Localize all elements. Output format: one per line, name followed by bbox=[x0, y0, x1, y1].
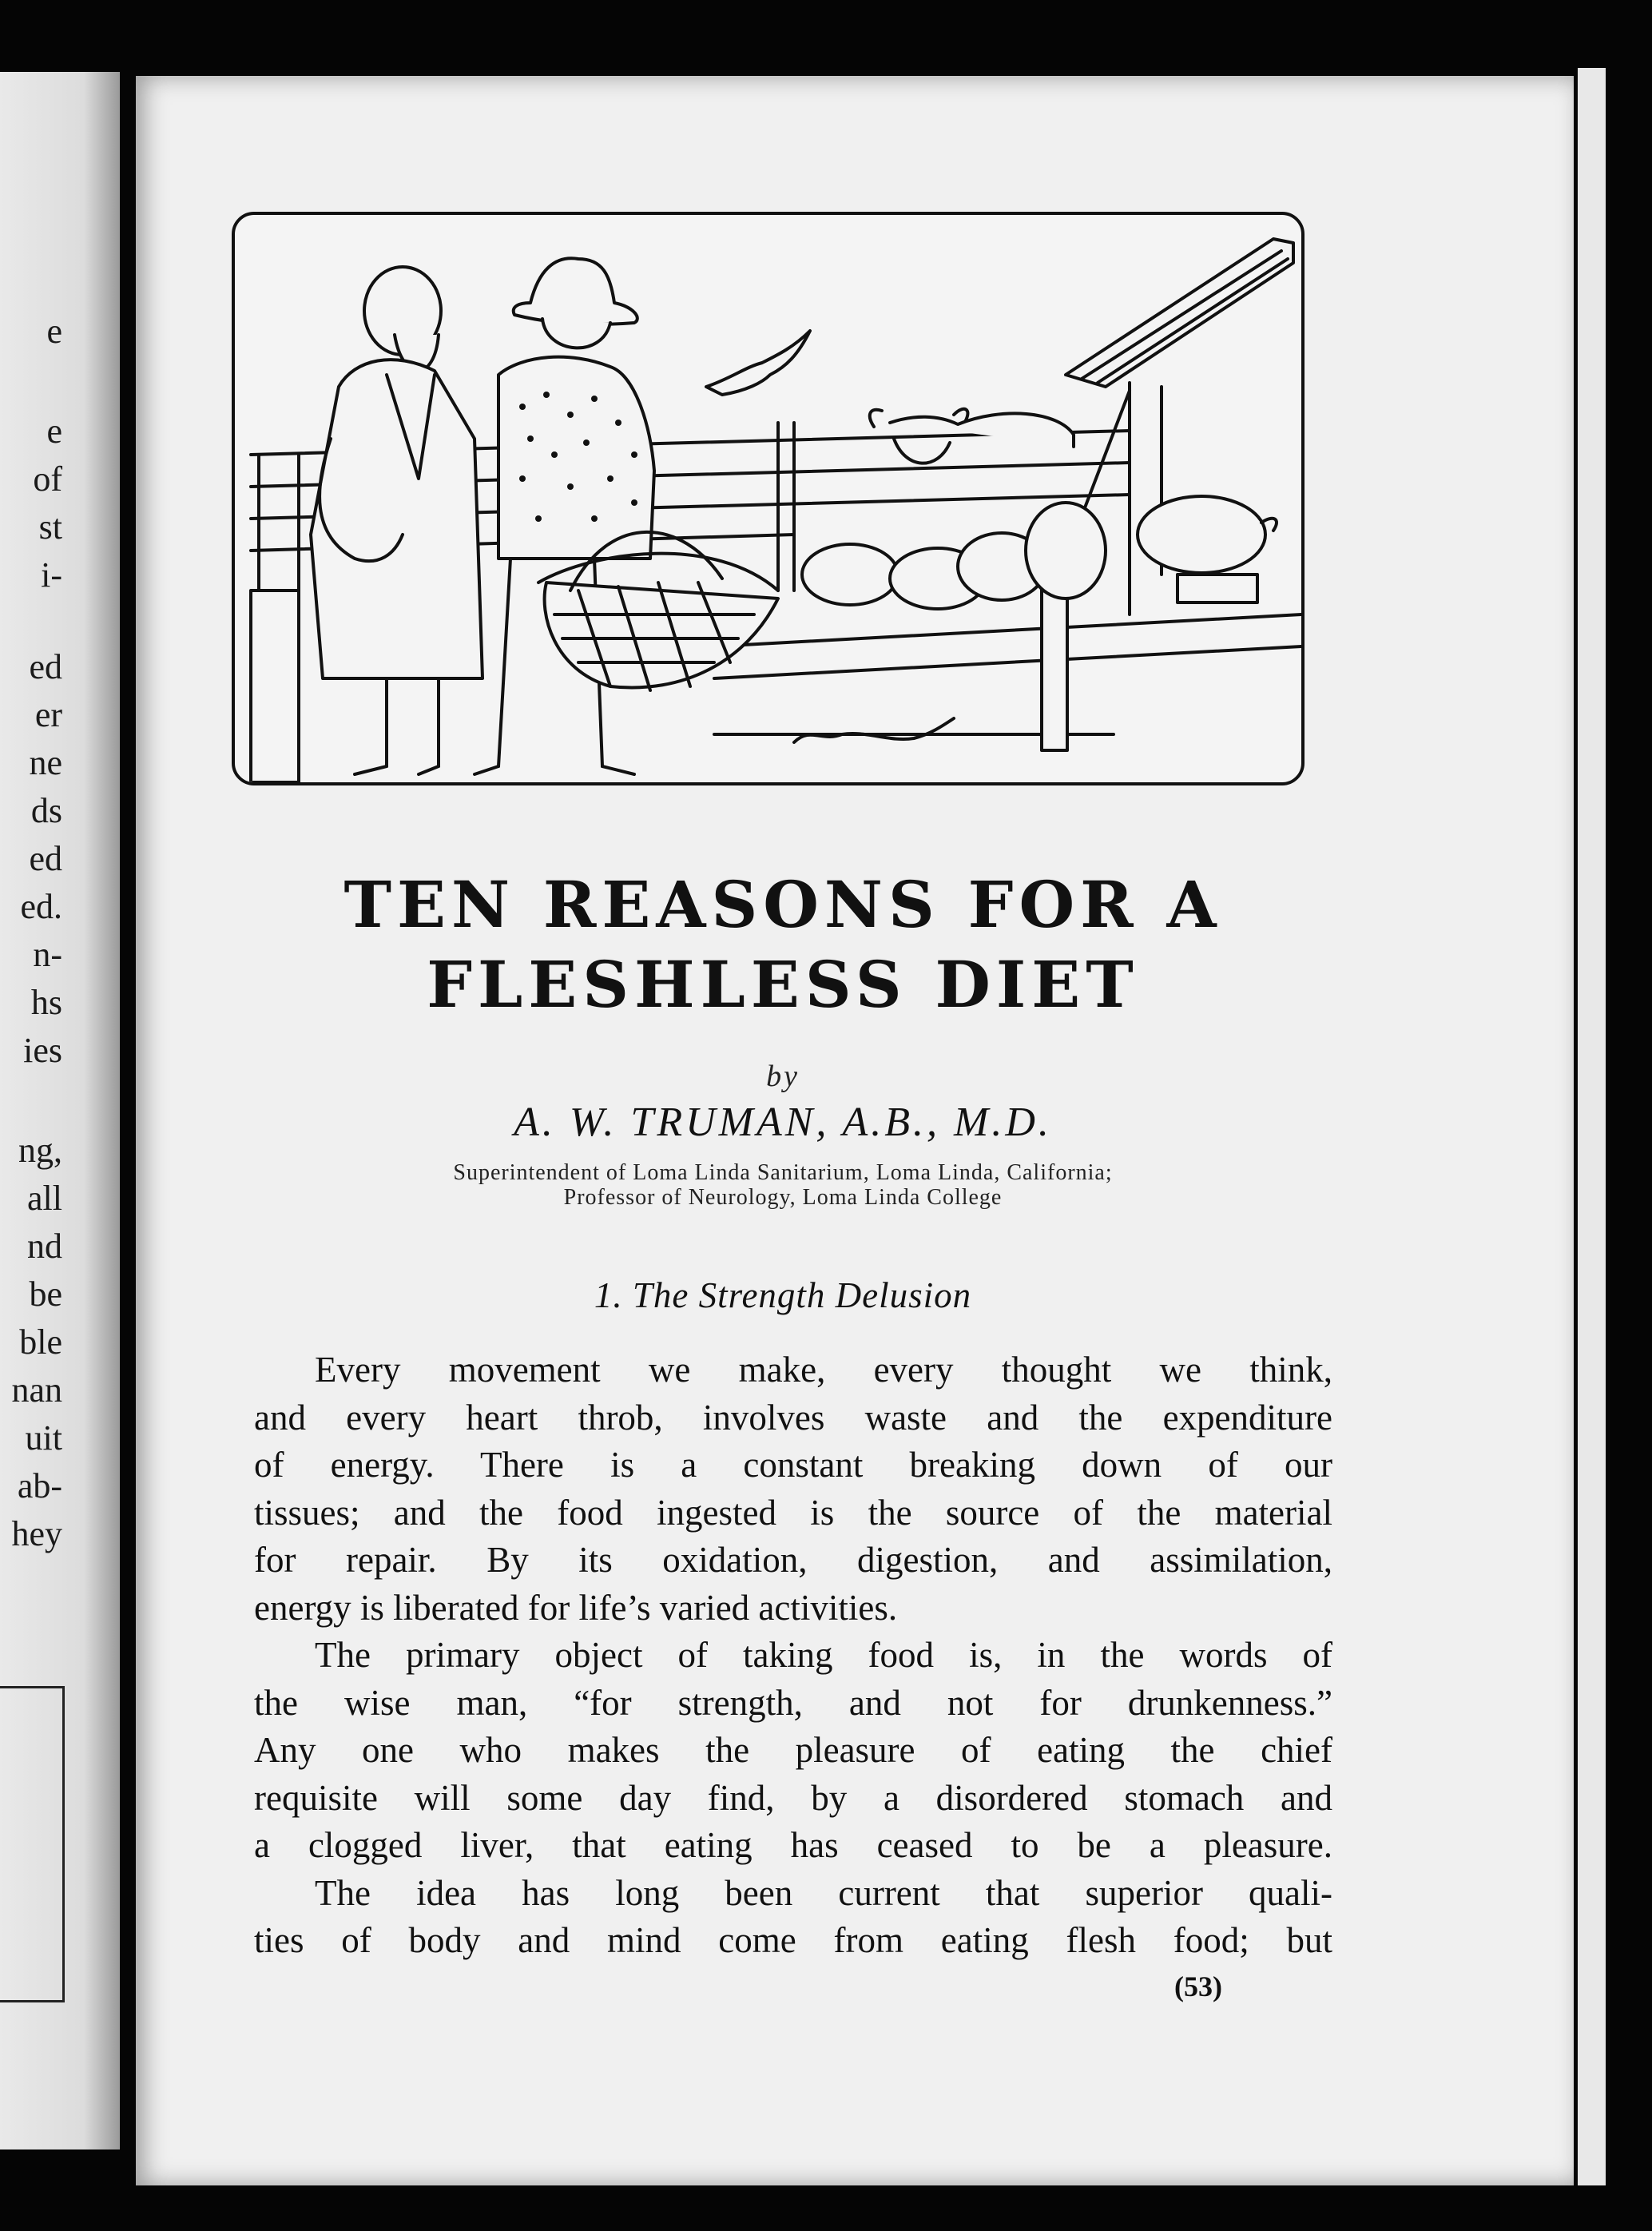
farmer-figure bbox=[475, 258, 778, 774]
farm-illustration bbox=[232, 212, 1305, 785]
section-heading: 1. The Strength Delusion bbox=[594, 1275, 972, 1315]
left-fragment: e bbox=[46, 412, 62, 451]
left-fragment: hs bbox=[30, 983, 62, 1022]
left-fragment: ab- bbox=[17, 1466, 62, 1505]
shed-roof bbox=[1066, 239, 1293, 387]
hat-drawing bbox=[514, 258, 637, 324]
body-line: the wise man, “for strength, and not for drunkenness.” bbox=[254, 1682, 1332, 1723]
body-line: Every movement we make, every thought we think, bbox=[315, 1350, 1332, 1390]
pig-drawing bbox=[1138, 496, 1265, 573]
left-fragment: ed bbox=[29, 839, 62, 878]
body-line: requisite will some day find, by a disordered stomach and bbox=[254, 1777, 1332, 1818]
left-fragment: nd bbox=[27, 1227, 62, 1266]
left-fragment: ed bbox=[29, 647, 62, 686]
author-affiliation: Superintendent of Loma Linda Sanitarium, Loma Linda, California; Professor of Neurology, Loma Linda College bbox=[453, 1160, 1113, 1210]
article-body bbox=[254, 1346, 1332, 1965]
body-line: The primary object of taking food is, in the words of bbox=[315, 1635, 1332, 1675]
farm-scene-drawing bbox=[235, 215, 1301, 782]
body-line: a clogged liver, that eating has ceased to be a pleasure. bbox=[254, 1825, 1332, 1865]
left-fragment: be bbox=[29, 1275, 62, 1314]
left-fragment: nan bbox=[11, 1370, 62, 1410]
left-fragment: hey bbox=[11, 1514, 62, 1553]
left-fragment: st bbox=[38, 507, 62, 547]
body-line: for repair. By its oxidation, digestion, and assimilation, bbox=[254, 1540, 1332, 1580]
body-line: and every heart throb, involves waste and the expenditure bbox=[254, 1397, 1332, 1438]
body-line: Any one who makes the pleasure of eating the chief bbox=[254, 1730, 1332, 1770]
left-fragment: of bbox=[33, 459, 62, 499]
left-fragment: ng, bbox=[18, 1131, 62, 1170]
page-number: (53) bbox=[1174, 1971, 1222, 2002]
left-fragment: n- bbox=[33, 935, 62, 974]
author-name: A. W. TRUMAN, A.B., M.D. bbox=[514, 1100, 1052, 1145]
article-title-line1: TEN REASONS FOR A bbox=[344, 867, 1222, 942]
left-fragment: uit bbox=[25, 1418, 62, 1458]
body-line: of energy. There is a constant breaking down of our bbox=[254, 1445, 1332, 1485]
left-fragment: ies bbox=[23, 1031, 62, 1070]
left-fragment: i- bbox=[41, 555, 62, 595]
left-page-edge bbox=[0, 72, 120, 2149]
article-title-line2: FLESHLESS DIET bbox=[427, 947, 1139, 1022]
left-fragment: ed. bbox=[20, 887, 62, 926]
left-fragment: e bbox=[46, 312, 62, 351]
artist-signature bbox=[794, 718, 954, 742]
left-fragment: all bbox=[27, 1179, 62, 1218]
body-line: tissues; and the food ingested is the source of the material bbox=[254, 1492, 1332, 1533]
left-fragment: ds bbox=[30, 791, 62, 830]
body-line: The idea has long been current that superior quali- bbox=[315, 1872, 1332, 1913]
old-man-figure bbox=[311, 267, 482, 774]
byline-by: by bbox=[766, 1060, 800, 1093]
body-line: energy is liberated for life’s varied activities. bbox=[254, 1587, 898, 1628]
left-fragment: ble bbox=[19, 1322, 62, 1362]
right-page-edge bbox=[1578, 68, 1606, 2185]
body-line: ties of body and mind come from eating flesh food; but bbox=[254, 1920, 1332, 1960]
bird-drawing bbox=[706, 331, 810, 395]
left-fragment: er bbox=[34, 695, 62, 734]
left-page-box bbox=[0, 1686, 65, 2002]
left-fragment: ne bbox=[29, 743, 62, 782]
